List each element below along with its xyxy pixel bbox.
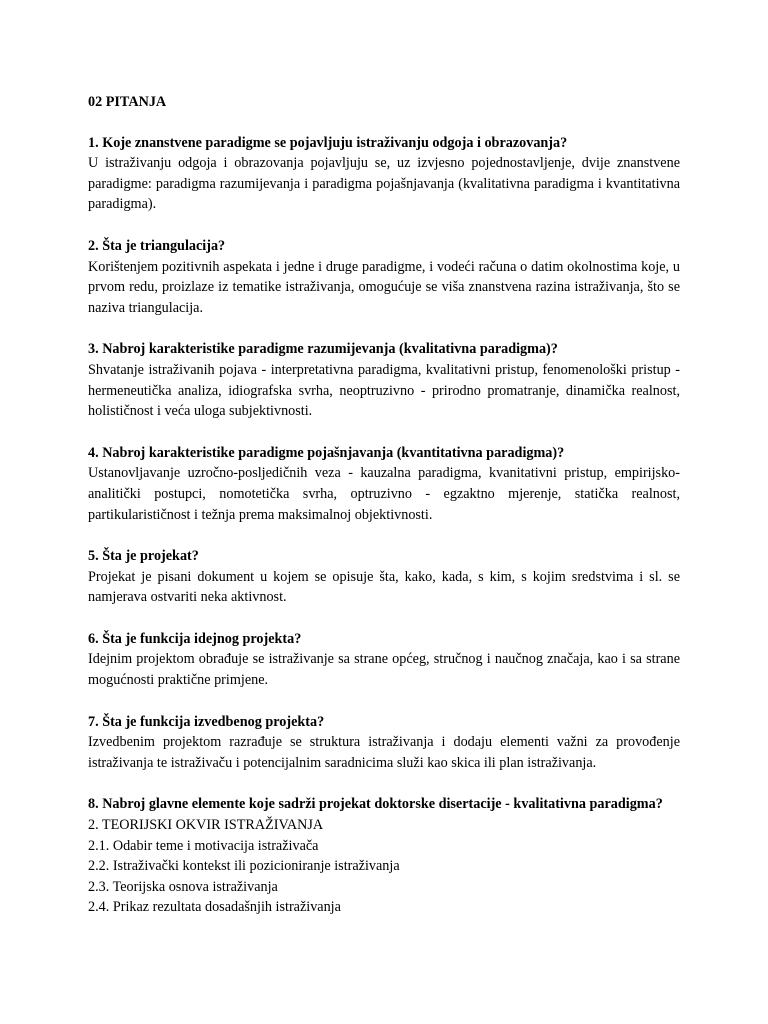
question-1: 1. Koje znanstvene paradigme se pojavljuju istraživanju odgoja i obrazovanja? — [88, 134, 568, 151]
list-item: 2.3. Teorijska osnova istraživanja — [88, 878, 278, 895]
answer-1: U istraživanju odgoja i obrazovanja pojavljuju se, uz izvjesno pojednostavljenje, dvije znanstvene paradigme: paradigma razumijevanja i paradigma pojašnjavanja (kvalitativna paradigma i kvantitativna paradigma). — [88, 155, 680, 213]
question-block-7 — [88, 712, 680, 774]
answer-4: Ustanovljavanje uzročno-posljedičnih veza - kauzalna paradigma, kvanitativni pristup, empirijsko-analitički postupci, nomotetička svrha, optruzivno - egzaktno mjerenje, statička realnost, partikularističnost i težnja prema maksimalnoj objektivnosti. — [88, 465, 680, 523]
answer-2: Korištenjem pozitivnih aspekata i jedne i druge paradigme, i vodeći računa o datim okolnostima koje, u prvom redu, proizlaze iz tematike istraživanja, omogućuje se viša znanstvena razina istraživanja, što se naziva triangulacija. — [88, 258, 680, 316]
question-5: 5. Šta je projekat? — [88, 548, 199, 565]
question-block-6 — [88, 629, 680, 691]
answer-8-list — [88, 815, 680, 918]
list-item: 2.1. Odabir teme i motivacija istraživača — [88, 837, 319, 854]
question-4: 4. Nabroj karakteristike paradigme pojašnjavanja (kvantitativna paradigma)? — [88, 444, 565, 461]
question-block-2 — [88, 236, 680, 318]
question-2: 2. Šta je triangulacija? — [88, 237, 226, 254]
answer-6: Idejnim projektom obrađuje se istraživanje sa strane općeg, stručnog i naučnog značaja, kao i sa strane mogućnosti praktične primjene. — [88, 651, 680, 689]
list-item: 2.4. Prikaz rezultata dosadašnjih istraživanja — [88, 899, 341, 916]
answer-7: Izvedbenim projektom razrađuje se struktura istraživanja i dodaju elementi važni za provođenje istraživanja te istraživaču i potencijalnim saradnicima služi kao skica ili plan istraživanja. — [88, 734, 680, 771]
question-8: 8. Nabroj glavne elemente koje sadrži projekat doktorske disertacije - kvalitativna paradigma? — [88, 796, 663, 813]
document-heading: 02 PITANJA — [88, 94, 167, 110]
question-block-8 — [88, 794, 680, 918]
answer-3: Shvatanje istraživanih pojava - interpretativna paradigma, kvalitativni pristup, fenomenološki pristup - hermeneutička analiza, idiografska svrha, neoptruzivno - prirodno promatranje, dinamička realnost, holističnost i veća uloga subjektivnosti. — [88, 361, 680, 420]
question-7: 7. Šta je funkcija izvedbenog projekta? — [88, 713, 325, 730]
question-block-5 — [88, 546, 680, 608]
question-3: 3. Nabroj karakteristike paradigme razumijevanja (kvalitativna paradigma)? — [88, 341, 558, 358]
question-block-3 — [88, 339, 680, 421]
answer-5: Projekat je pisani dokument u kojem se opisuje šta, kako, kada, s kim, s kojim sredstvima i sl. se namjerava ostvariti neka aktivnost. — [88, 568, 680, 606]
question-block-1 — [88, 133, 680, 215]
list-item: 2.2. Istraživački kontekst ili pozicioniranje istraživanja — [88, 858, 400, 875]
question-block-4 — [88, 443, 680, 525]
list-item: 2. TEORIJSKI OKVIR ISTRAŽIVANJA — [88, 817, 324, 834]
question-6: 6. Šta je funkcija idejnog projekta? — [88, 630, 302, 647]
